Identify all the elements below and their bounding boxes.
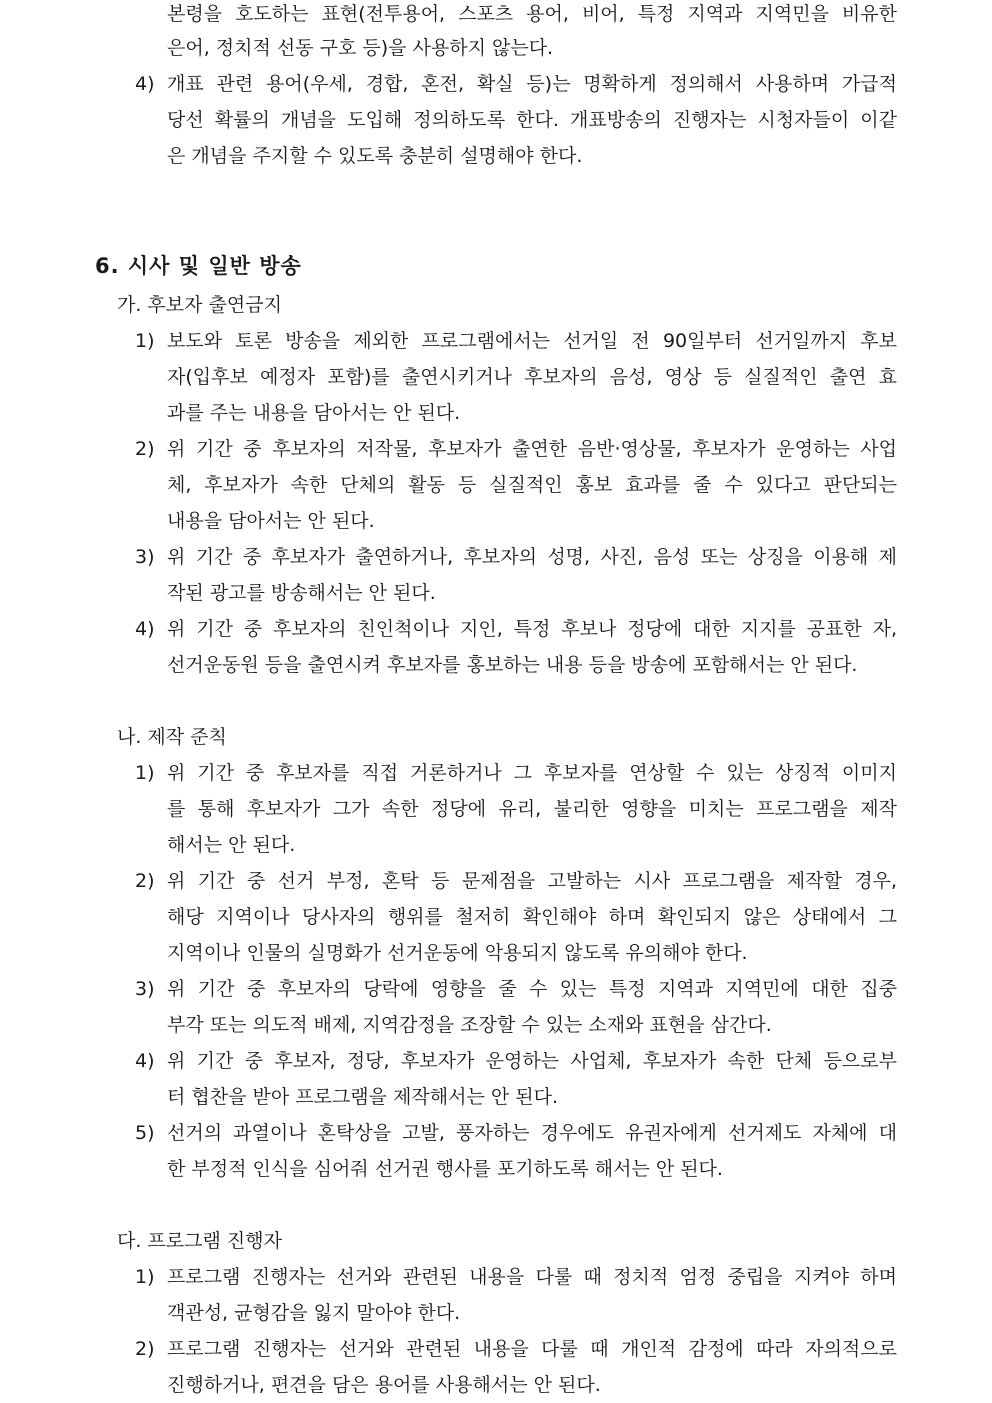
text-line: 본령을 호도하는 표현(전투용어, 스포츠 용어, 비어, 특정 지역과 지역민을 비유한 (167, 3, 897, 25)
list-number: 2) (135, 870, 155, 892)
text-line: 위 기간 중 선거 부정, 혼탁 등 문제점을 고발하는 시사 프로그램을 제작할 경우, (167, 870, 897, 892)
text-line: 프로그램 진행자는 선거와 관련된 내용을 다룰 때 개인적 감정에 따라 자의적으로 (167, 1338, 897, 1360)
list-number: 2) (135, 438, 155, 460)
text-line: 해당 지역이나 당사자의 행위를 철저히 확인해야 하며 확인되지 않은 상태에서 그 (167, 906, 897, 928)
section-heading: 6. 시사 및 일반 방송 (95, 254, 302, 278)
text-line: 자(입후보 예정자 포함)를 출연시키거나 후보자의 음성, 영상 등 실질적인 출연 효 (167, 366, 897, 388)
text-line: 작된 광고를 방송해서는 안 된다. (167, 582, 436, 604)
list-number: 4) (135, 618, 155, 640)
list-number: 5) (135, 1122, 155, 1144)
text-line: 해서는 안 된다. (167, 834, 296, 856)
text-line: 지역이나 인물의 실명화가 선거운동에 악용되지 않도록 유의해야 한다. (167, 942, 748, 964)
list-number: 4) (135, 1050, 155, 1072)
text-line: 위 기간 중 후보자를 직접 거론하거나 그 후보자를 연상할 수 있는 상징적 이미지 (167, 762, 897, 784)
text-line: 체, 후보자가 속한 단체의 활동 등 실질적인 홍보 효과를 줄 수 있다고 판단되는 (167, 474, 897, 496)
list-number: 1) (135, 330, 155, 352)
text-line: 객관성, 균형감을 잃지 말아야 한다. (167, 1302, 461, 1324)
subsection-title: 다. 프로그램 진행자 (117, 1230, 282, 1252)
text-line: 프로그램 진행자는 선거와 관련된 내용을 다룰 때 정치적 엄정 중립을 지켜야 하며 (167, 1266, 897, 1288)
text-line: 위 기간 중 후보자, 정당, 후보자가 운영하는 사업체, 후보자가 속한 단체 등으로부 (167, 1050, 897, 1072)
text-line: 한 부정적 인식을 심어줘 선거권 행사를 포기하도록 해서는 안 된다. (167, 1158, 723, 1180)
text-line: 위 기간 중 후보자가 출연하거나, 후보자의 성명, 사진, 음성 또는 상징을 이용해 제 (167, 546, 897, 568)
text-line: 은어, 정치적 선동 구호 등)을 사용하지 않는다. (167, 37, 554, 59)
text-line: 과를 주는 내용을 담아서는 안 된다. (167, 402, 461, 424)
text-line: 위 기간 중 후보자의 저작물, 후보자가 출연한 음반·영상물, 후보자가 운영하는 사업 (167, 438, 897, 460)
text-line: 위 기간 중 후보자의 당락에 영향을 줄 수 있는 특정 지역과 지역민에 대한 집중 (167, 978, 897, 1000)
list-number: 1) (135, 1266, 155, 1288)
list-number: 2) (135, 1338, 155, 1360)
text-line: 선거운동원 등을 출연시켜 후보자를 홍보하는 내용 등을 방송에 포함해서는 안 된다. (167, 654, 858, 676)
subsection-title: 나. 제작 준칙 (117, 726, 227, 748)
text-line: 부각 또는 의도적 배제, 지역감정을 조장할 수 있는 소재와 표현을 삼간다. (167, 1014, 772, 1036)
text-line: 은 개념을 주지할 수 있도록 충분히 설명해야 한다. (167, 145, 583, 167)
text-line: 를 통해 후보자가 그가 속한 정당에 유리, 불리한 영향을 미치는 프로그램을 제작 (167, 798, 897, 820)
list-number: 4) (135, 73, 155, 95)
text-line: 선거의 과열이나 혼탁상을 고발, 풍자하는 경우에도 유권자에게 선거제도 자체에 대 (167, 1122, 897, 1144)
list-number: 3) (135, 978, 155, 1000)
subsection-title: 가. 후보자 출연금지 (117, 294, 282, 316)
text-line: 내용을 담아서는 안 된다. (167, 510, 375, 532)
text-line: 진행하거나, 편견을 담은 용어를 사용해서는 안 된다. (167, 1374, 601, 1396)
text-line: 위 기간 중 후보자의 친인척이나 지인, 특정 후보나 정당에 대한 지지를 공표한 자, (167, 618, 897, 640)
list-number: 3) (135, 546, 155, 568)
text-line: 터 협찬을 받아 프로그램을 제작해서는 안 된다. (167, 1086, 559, 1108)
text-line: 보도와 토론 방송을 제외한 프로그램에서는 선거일 전 90일부터 선거일까지 후보 (167, 330, 897, 352)
text-line: 개표 관련 용어(우세, 경합, 혼전, 확실 등)는 명확하게 정의해서 사용하며 가급적 (167, 73, 897, 95)
text-line: 당선 확률의 개념을 도입해 정의하도록 한다. 개표방송의 진행자는 시청자들이 이같 (167, 109, 897, 131)
list-number: 1) (135, 762, 155, 784)
